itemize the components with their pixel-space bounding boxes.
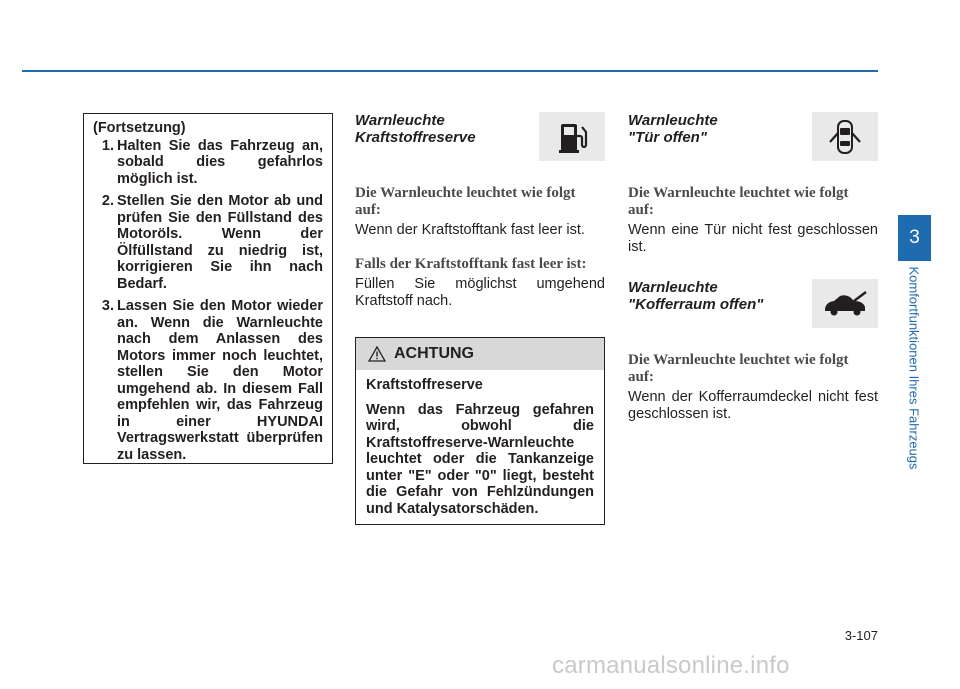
- fuel-text-1: Wenn der Kraftstofftank fast leer ist.: [355, 222, 585, 238]
- list-item: [93, 193, 323, 292]
- warning-header: [356, 338, 604, 370]
- door-heading: Die Warnleuchte leuchtet wie folgt auf:: [628, 185, 849, 218]
- trunk-title: [628, 279, 798, 313]
- door-title-line1: Warnleuchte: [628, 112, 718, 129]
- warning-box: [355, 337, 605, 525]
- trunk-text: Wenn der Kofferraumdeckel nicht fest geschlossen ist.: [628, 389, 878, 422]
- page-number: 3-107: [844, 628, 878, 643]
- chapter-tab: [898, 215, 931, 261]
- door-title: [628, 112, 798, 146]
- warning-subtitle: Kraftstoffreserve: [366, 377, 483, 393]
- door-header: [628, 112, 878, 162]
- door-title-line2: "Tür offen": [628, 129, 707, 146]
- fuel-title: [355, 112, 525, 146]
- warning-body: [356, 370, 604, 517]
- warning-text: Wenn das Fahrzeug gefahren wird, obwohl die Kraftstoffreserve-Warnleuchte leuchtet oder die Tankanzeige unter "E" oder "0" liegt, besteht die Gefahr von Fehlzündungen und Katalysatorschäden.: [366, 401, 594, 517]
- fuel-heading-2: Falls der Kraftstofftank fast leer ist:: [355, 256, 587, 272]
- fuel-text-2: Füllen Sie möglichst umgehend Kraftstoff nach.: [355, 276, 605, 309]
- trunk-title-line1: Warnleuchte: [628, 279, 718, 296]
- trunk-heading: Die Warnleuchte leuchtet wie folgt auf:: [628, 352, 849, 385]
- list-number: 3.: [101, 298, 114, 314]
- fuel-header: [355, 112, 605, 162]
- list-text: Halten Sie das Fahrzeug an, sobald dies gefahrlos möglich ist.: [117, 137, 323, 187]
- list-text: Lassen Sie den Motor wieder an. Wenn die Warnleuchte nach dem Anlassen des Motors immer noch leuchtet, stellen Sie den Motor umgehend ab. In diesem Fall empfehlen wir, das Fahrzeug in einer HYUNDAI Vertragswerkstatt überprüfen zu lassen.: [117, 298, 323, 463]
- list-text: Stellen Sie den Motor ab und prüfen Sie den Füllstand des Motoröls. Wenn der Ölfüllstand zu niedrig ist, korrigieren Sie ihn nach Bedarf.: [117, 193, 323, 292]
- list-number: 1.: [101, 137, 114, 154]
- door-text: Wenn eine Tür nicht fest geschlossen ist.: [628, 222, 878, 255]
- fuel-title-line2: Kraftstoffreserve: [355, 129, 476, 146]
- list-item: [93, 138, 323, 188]
- fuel-title-line1: Warnleuchte: [355, 112, 445, 129]
- continuation-heading: (Fortsetzung): [93, 120, 186, 136]
- door-trunk-section: [628, 112, 878, 423]
- chapter-label-text: Komfortfunktionen Ihres Fahrzeugs: [906, 266, 922, 470]
- list-number: 2.: [101, 193, 114, 209]
- fuel-section: [355, 112, 605, 310]
- trunk-title-line2: "Kofferraum offen": [628, 296, 764, 313]
- list-item: [93, 298, 323, 463]
- header-rule: [22, 70, 878, 72]
- warning-triangle-icon: [368, 346, 386, 362]
- warning-title: ACHTUNG: [394, 345, 474, 362]
- continuation-box: [83, 113, 333, 464]
- fuel-pump-icon: [539, 112, 605, 161]
- fuel-heading-1: Die Warnleuchte leuchtet wie folgt auf:: [355, 185, 576, 218]
- door-open-icon: [812, 112, 878, 161]
- chapter-number: 3: [909, 227, 920, 248]
- trunk-header: [628, 279, 878, 329]
- trunk-open-icon: [812, 279, 878, 328]
- watermark: carmanualsonline.info: [552, 652, 790, 679]
